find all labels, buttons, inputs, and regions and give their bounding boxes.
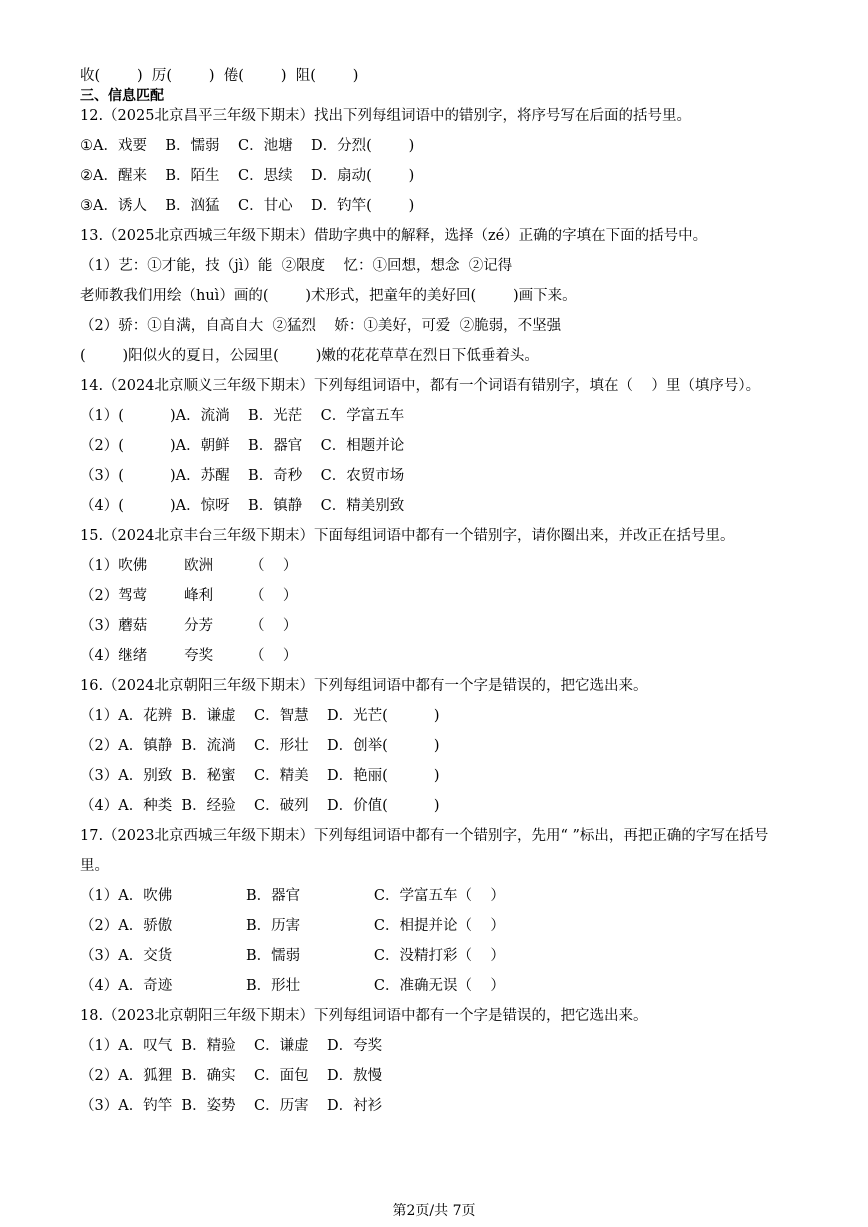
question-14: 14.（2024北京顺义三年级下期末）下列每组词语中，都有一个词语有错别字，填在（ ）里（填序号）。 bbox=[80, 378, 761, 394]
question-16: 16.（2024北京朝阳三年级下期末）下列每组词语中都有一个字是错误的，把它选出来。 bbox=[80, 678, 648, 694]
question-12: 12.（2025北京昌平三年级下期末）找出下列每组词语中的错别字，将序号写在后面的括号里。 bbox=[80, 108, 691, 124]
q16-item-1: （1）A．花辨 B．谦虚 C．智慧 D．光芒( ) bbox=[80, 708, 440, 724]
q17-item-2: （2）A．骄傲 B．历害 C．相提并论（ ） bbox=[80, 918, 505, 934]
q14-item-2: （2）( )A．朝鲜 B．器官 C．相题并论 bbox=[80, 438, 405, 454]
q12-item-1: ①A．戏要 B．懦弱 C．池塘 D．分烈( ) bbox=[80, 138, 415, 154]
q16-item-2: （2）A．镇静 B．流淌 C．形壮 D．创举( ) bbox=[80, 738, 440, 754]
q13-part-2: （2）骄：①自满，自高自大 ②猛烈 娇：①美好，可爱 ②脆弱，不坚强 bbox=[80, 318, 562, 334]
q18-item-2: （2）A．狐狸 B．确实 C．面包 D．敖慢 bbox=[80, 1068, 383, 1084]
q13-part-1: （1）艺：①才能，技（jì）能 ②限度 忆：①回想，想念 ②记得 bbox=[80, 258, 513, 274]
question-17-cont: 里。 bbox=[80, 858, 109, 874]
q14-item-1: （1）( )A．流淌 B．光茫 C．学富五车 bbox=[80, 408, 405, 424]
q12-item-2: ②A．醒来 B．陌生 C．思续 D．扇动( ) bbox=[80, 168, 415, 184]
q17-item-3: （3）A．交货 B．懦弱 C．没精打彩（ ） bbox=[80, 948, 505, 964]
question-15: 15.（2024北京丰台三年级下期末）下面每组词语中都有一个错别字，请你圈出来，并改正在括号里。 bbox=[80, 528, 735, 544]
q16-item-4: （4）A．种类 B．经验 C．破列 D．价值( ) bbox=[80, 798, 440, 814]
q16-item-3: （3）A．别致 B．秘蜜 C．精美 D．艳丽( ) bbox=[80, 768, 440, 784]
q12-item-3: ③A．诱人 B．汹猛 C．甘心 D．钓竿( ) bbox=[80, 198, 415, 214]
q15-item-1: （1）吹佛 欧洲 （ ） bbox=[80, 558, 298, 574]
question-13: 13.（2025北京西城三年级下期末）借助字典中的解释，选择（zé）正确的字填在下面的括号中。 bbox=[80, 228, 708, 244]
q14-item-4: （4）( )A．惊呀 B．镇静 C．精美别致 bbox=[80, 498, 405, 514]
q18-item-3: （3）A．钓竿 B．姿势 C．历害 D．衬衫 bbox=[80, 1098, 383, 1114]
question-17: 17.（2023北京西城三年级下期末）下列每组词语中都有一个错别字，先用“ ”标出，再把正确的字写在括号 bbox=[80, 828, 769, 844]
question-18: 18.（2023北京朝阳三年级下期末）下列每组词语中都有一个字是错误的，把它选出来。 bbox=[80, 1008, 648, 1024]
page-number: 第2页/共 7页 bbox=[392, 1203, 476, 1219]
q17-item-4: （4）A．奇迹 B．形壮 C．准确无误（ ） bbox=[80, 978, 505, 994]
q18-item-1: （1）A．叹气 B．精验 C．谦虚 D．夸奖 bbox=[80, 1038, 383, 1054]
q15-item-3: （3）蘑菇 分芳 （ ） bbox=[80, 618, 298, 634]
line-1: 收( ) 厉( ) 倦( ) 阻( ) bbox=[80, 68, 359, 84]
q15-item-2: （2）驾莺 峰利 （ ） bbox=[80, 588, 298, 604]
q14-item-3: （3）( )A．苏醒 B．奇秒 C．农贸市场 bbox=[80, 468, 405, 484]
q17-item-1: （1）A．吹佛 B．器官 C．学富五车（ ） bbox=[80, 888, 505, 904]
q15-item-4: （4）继绪 夸奖 （ ） bbox=[80, 648, 298, 664]
q13-sentence-1: 老师教我们用绘（huì）画的( )术形式，把童年的美好回( )画下来。 bbox=[80, 288, 577, 304]
q13-sentence-2: ( )阳似火的夏日，公园里( )嫩的花花草草在烈日下低垂着头。 bbox=[80, 348, 539, 364]
section-heading: 三、信息匹配 bbox=[80, 88, 164, 104]
